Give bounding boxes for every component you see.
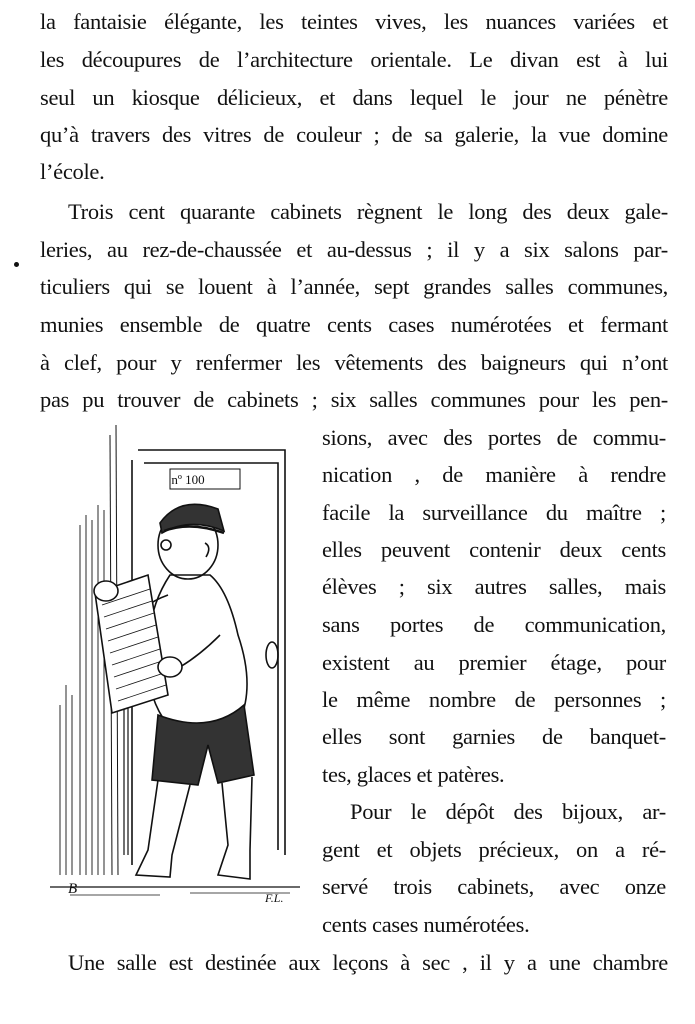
artist-signature: F.L.	[265, 891, 284, 905]
text-line: les découpures de l’architecture orientale. Le divan est à lui	[40, 47, 668, 72]
text-line: pas pu trouver de cabinets ; six salles communes pour les pen-	[40, 387, 668, 412]
text-line: sions, avec des portes de commu-	[322, 425, 666, 450]
ink-speck	[14, 262, 19, 267]
text-line: la fantaisie élégante, les teintes vives, les nuances variées et	[40, 9, 668, 34]
text-line: élèves ; six autres salles, mais	[322, 574, 666, 599]
text-line: elles sont garnies de banquet-	[322, 724, 666, 749]
text-line: existent au premier étage, pour	[322, 650, 666, 675]
bathing-shorts	[152, 705, 254, 785]
text-line: servé trois cabinets, avec onze	[322, 874, 666, 899]
text-line: Une salle est destinée aux leçons à sec , il y a une chambre	[68, 950, 668, 975]
text-line: leries, au rez-de-chaussée et au-dessus ; il y a six salons par-	[40, 237, 668, 262]
engraving-drawing	[40, 405, 312, 910]
text-line: Trois cent quarante cabinets règnent le long des deux gale-	[68, 199, 668, 224]
bather-leg-right	[218, 777, 252, 879]
bather-illustration	[40, 405, 312, 910]
door-number: nº 100	[171, 472, 205, 487]
text-line: le même nombre de personnes ;	[322, 687, 666, 712]
text-line: à clef, pour y renfermer les vêtements des baigneurs qui n’ont	[40, 350, 668, 375]
text-line: elles peuvent contenir deux cents	[322, 537, 666, 562]
text-line: nication , de manière à rendre	[322, 462, 666, 487]
text-line: sans portes de communication,	[322, 612, 666, 637]
text-line: facile la surveillance du maître ;	[322, 500, 666, 525]
artist-monogram: B	[68, 881, 78, 897]
text-line: munies ensemble de quatre cents cases numérotées et fermant	[40, 312, 668, 337]
text-line: tes, glaces et patères.	[322, 762, 505, 787]
text-line: l’école.	[40, 159, 105, 184]
text-line: qu’à travers des vitres de couleur ; de sa galerie, la vue domine	[40, 122, 668, 147]
bather-leg-left	[136, 780, 190, 877]
spectacles-icon	[161, 540, 171, 550]
text-line: ticuliers qui se louent à l’année, sept grandes salles communes,	[40, 274, 668, 299]
text-line: Pour le dépôt des bijoux, ar-	[350, 799, 666, 824]
keyhole-icon	[266, 642, 278, 668]
text-line: seul un kiosque délicieux, et dans lequel le jour ne pénètre	[40, 85, 668, 110]
text-line: cents cases numérotées.	[322, 912, 530, 937]
text-line: gent et objets précieux, on a ré-	[322, 837, 666, 862]
